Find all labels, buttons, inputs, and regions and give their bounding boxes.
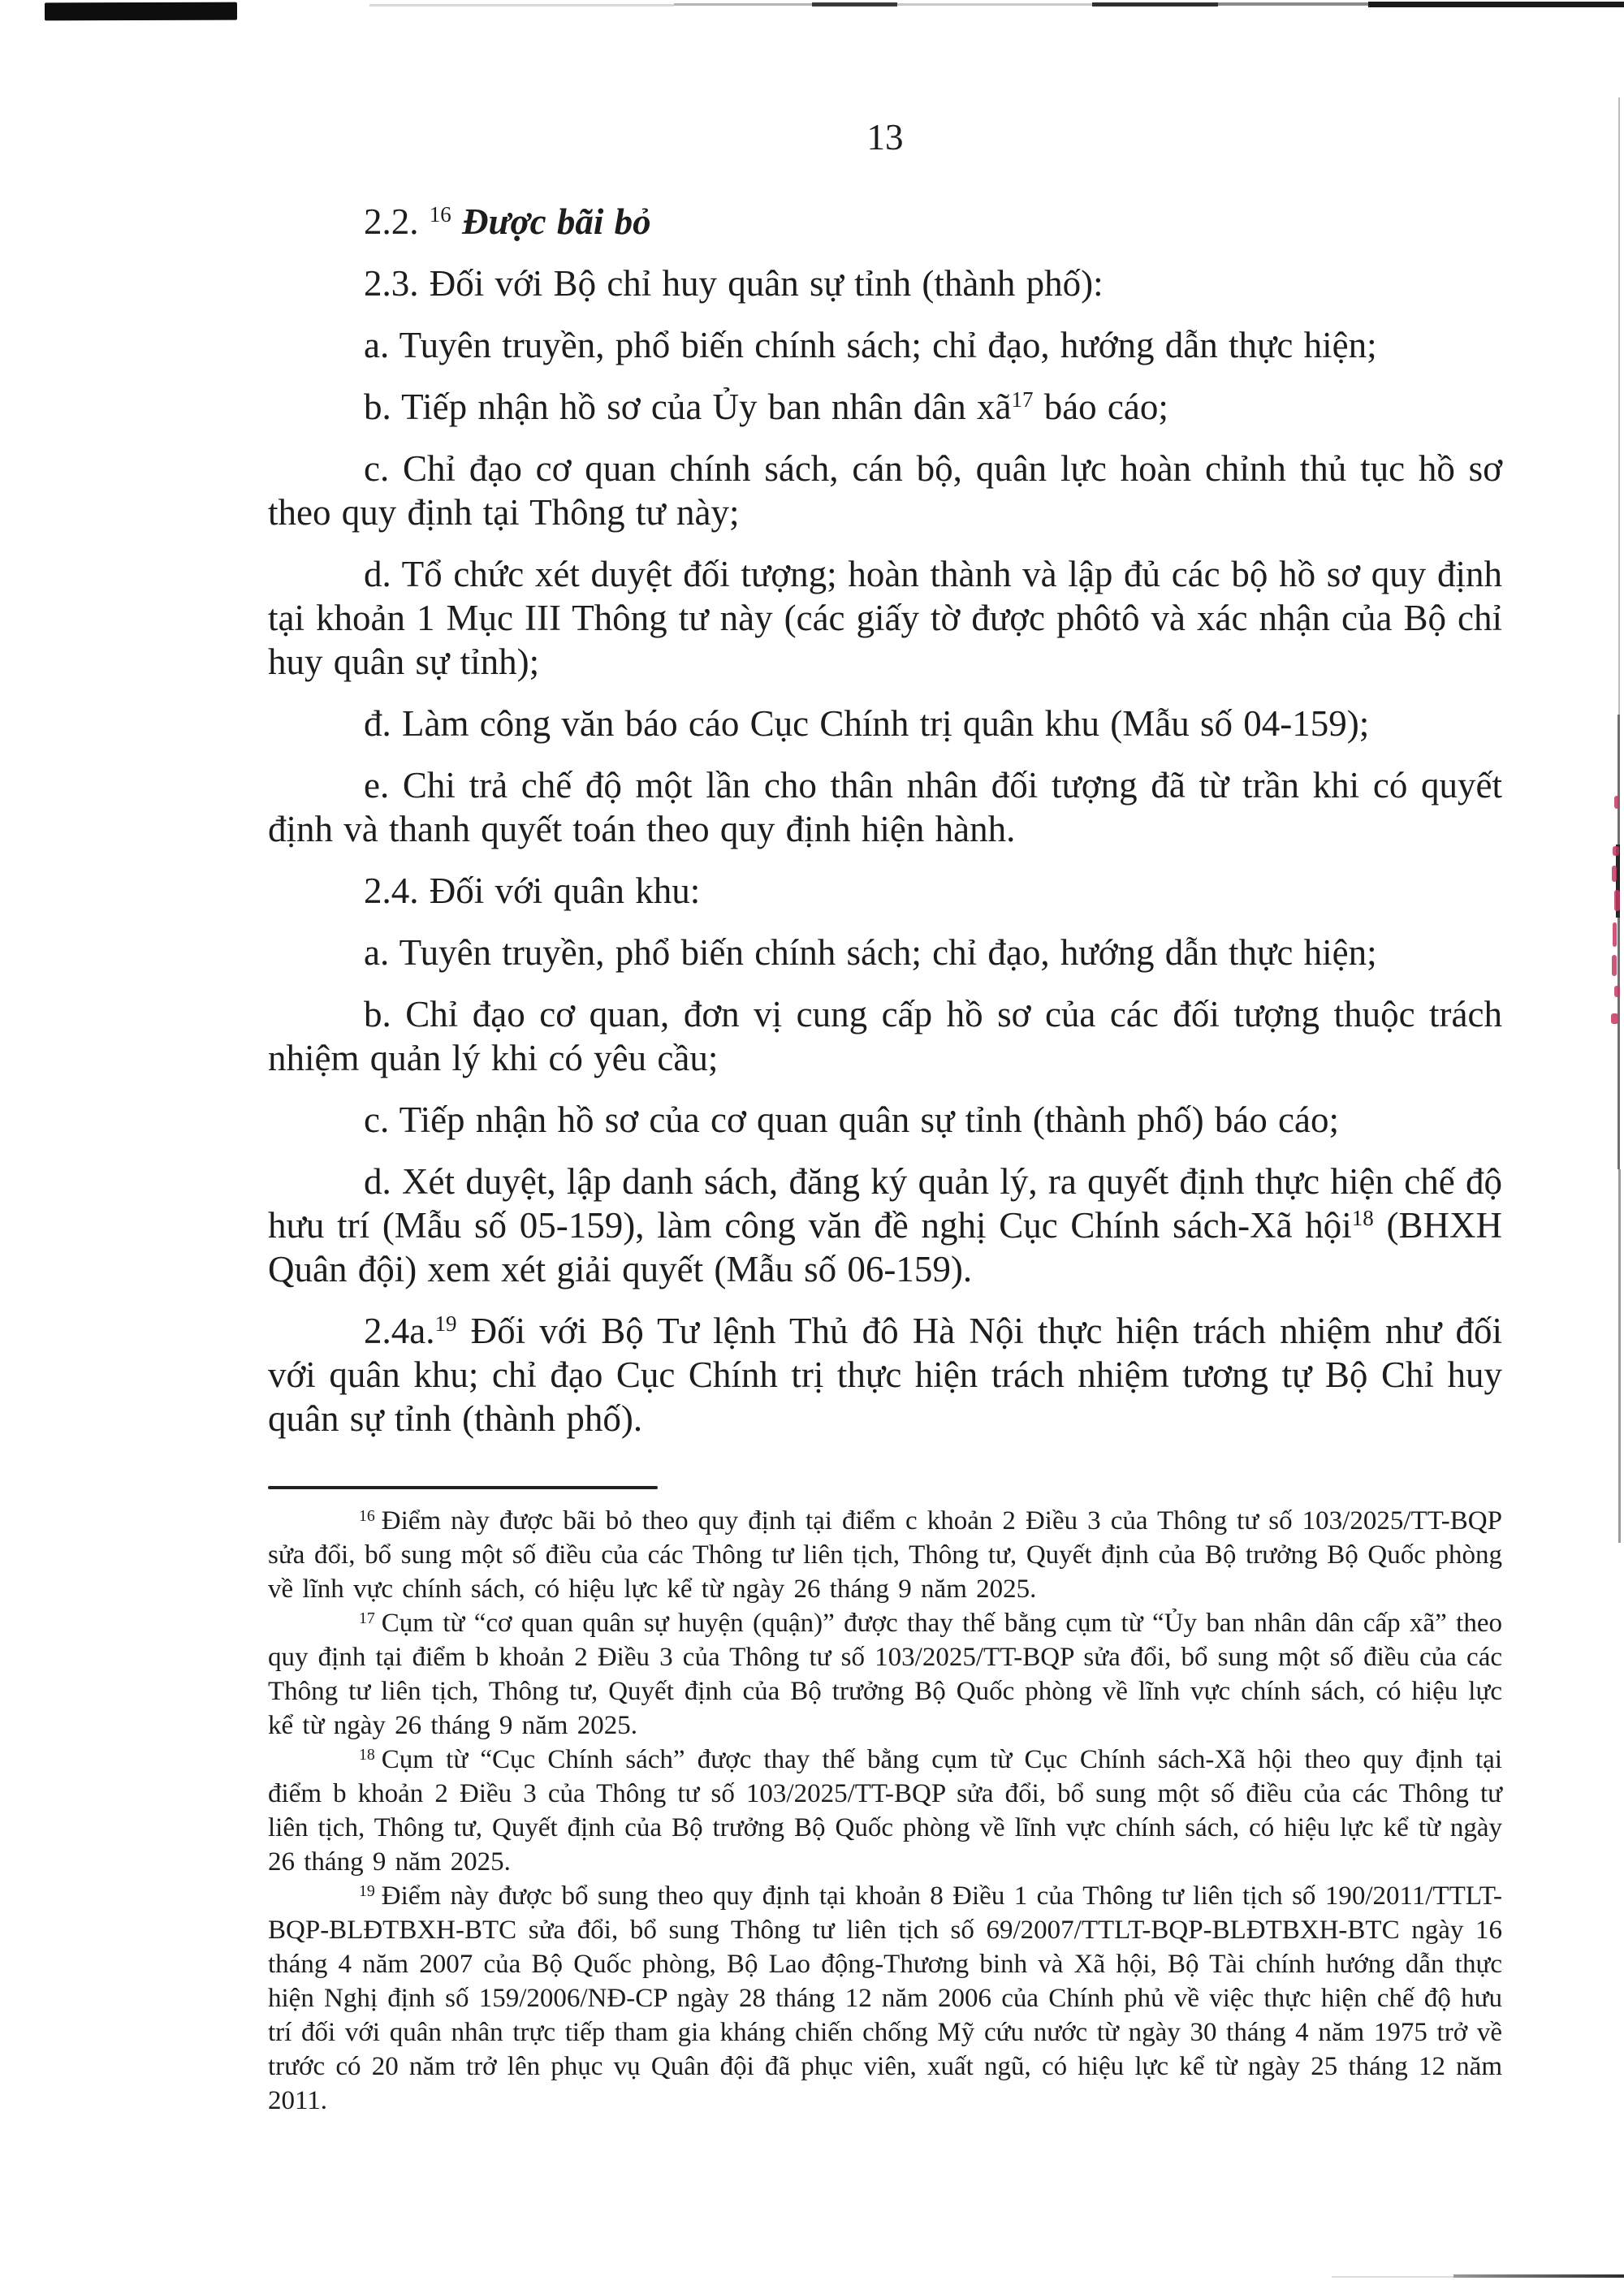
scan-artifact-top-edge-line xyxy=(1368,2,1624,7)
scan-artifact-top-edge-line xyxy=(674,3,812,6)
body-paragraph: đ. Làm công văn báo cáo Cục Chính trị quân khu (Mẫu số 04-159); xyxy=(364,703,1370,744)
scan-artifact-bottom-edge-line xyxy=(1332,2276,1453,2278)
footnote-text: Điểm này được bãi bỏ theo quy định tại điểm c khoản 2 Điều 3 của Thông tư số 103/2025/TT-BQP sửa đổi, bổ sung một số điều của các Thông tư liên tịch, Thông tư, Quyết định của Bộ trưởng Bộ Quốc phòng về lĩnh vực chính sách, có hiệu lực kể từ ngày 26 tháng 9 năm 2025. xyxy=(268,1506,1502,1604)
scan-artifact-top-edge-line xyxy=(897,3,1092,6)
body-paragraph: 2.4. Đối với quân khu: xyxy=(364,870,701,911)
red-ink-mark xyxy=(1614,986,1620,997)
footnote-reference: 18 xyxy=(1351,1206,1374,1231)
body-paragraph: a. Tuyên truyền, phổ biến chính sách; chỉ đạo, hướng dẫn thực hiện; xyxy=(364,932,1377,973)
red-ink-mark xyxy=(1612,955,1617,976)
footnote-number: 18 xyxy=(359,1746,375,1765)
body-paragraph: b. Chỉ đạo cơ quan, đơn vị cung cấp hồ sơ của các đối tượng thuộc trách nhiệm quản lý khi có yêu cầu; xyxy=(268,994,1502,1078)
scan-artifact-top-edge-line xyxy=(1092,2,1218,6)
scan-artifact-right-edge-line xyxy=(1618,1169,1621,1543)
red-ink-mark xyxy=(1614,796,1619,809)
footnote-text: Cụm từ “cơ quan quân sự huyện (quận)” được thay thế bằng cụm từ “Ủy ban nhân dân cấp xã” theo quy định tại điểm b khoản 2 Điều 3 của Thông tư số 103/2025/TT-BQP sửa đổi, bổ sung một số điều của các Thông tư liên tịch, Thông tư, Quyết định của Bộ trưởng Bộ Quốc phòng về lĩnh vực chính sách, có hiệu lực kể từ ngày 26 tháng 9 năm 2025. xyxy=(268,1609,1502,1740)
body-paragraph: 2.4a.$^{19}$ Đối với Bộ Tư lệnh Thủ đô Hà Nội thực hiện trách nhiệm như đối với quân khu; chỉ đạo Cục Chính trị thực hiện trách nhiệm tương tự Bộ Chỉ huy quân sự tỉnh (thành phố). xyxy=(268,1311,1502,1439)
scan-artifact-top-left-bar xyxy=(45,2,237,21)
body-paragraph: 2.2. $^{16}$ Được bãi bỏ xyxy=(364,201,651,242)
red-ink-mark xyxy=(1613,922,1617,947)
red-ink-mark xyxy=(1611,1013,1618,1024)
scan-artifact-right-edge-line xyxy=(1618,715,1620,1169)
footnote-number: 19 xyxy=(359,1882,375,1901)
scan-artifact-top-edge-line xyxy=(369,4,674,6)
body-paragraph: 2.3. Đối với Bộ chỉ huy quân sự tỉnh (thành phố): xyxy=(364,263,1104,304)
body-paragraph: e. Chi trả chế độ một lần cho thân nhân đối tượng đã từ trần khi có quyết định và thanh quyết toán theo quy định hiện hành. xyxy=(268,765,1502,849)
body-paragraph: c. Chỉ đạo cơ quan chính sách, cán bộ, quân lực hoàn chỉnh thủ tục hồ sơ theo quy định tại Thông tư này; xyxy=(268,448,1502,533)
red-ink-mark xyxy=(1613,846,1619,856)
footnote xyxy=(268,1606,1502,1743)
scan-artifact-top-edge-line xyxy=(812,2,897,6)
footnote-reference: 16 xyxy=(429,202,451,227)
document-body xyxy=(268,200,1502,1441)
body-paragraph: d. Tổ chức xét duyệt đối tượng; hoàn thành và lập đủ các bộ hồ sơ quy định tại khoản 1 Mục III Thông tư này (các giấy tờ được phôtô và xác nhận của Bộ chỉ huy quân sự tỉnh); xyxy=(268,554,1502,682)
footnote-separator xyxy=(268,1486,658,1489)
footnote xyxy=(268,1879,1502,2118)
footnote xyxy=(268,1743,1502,1879)
body-paragraph: a. Tuyên truyền, phổ biến chính sách; chỉ đạo, hướng dẫn thực hiện; xyxy=(364,325,1377,365)
body-paragraph: d. Xét duyệt, lập danh sách, đăng ký quản lý, ra quyết định thực hiện chế độ hưu trí (Mẫu số 05-159), làm công văn đề nghị Cục Chính sách-Xã hội$^{18}$ (BHXH Quân đội) xem xét giải quyết (Mẫu số 06-159). xyxy=(268,1161,1502,1289)
footnote-reference: 17 xyxy=(1011,387,1034,413)
footnote xyxy=(268,1504,1502,1606)
body-paragraph: c. Tiếp nhận hồ sơ của cơ quan quân sự tỉnh (thành phố) báo cáo; xyxy=(364,1099,1340,1140)
scan-artifact-right-edge-line xyxy=(1616,844,1620,918)
body-paragraph: b. Tiếp nhận hồ sơ của Ủy ban nhân dân $xã^{17}$ báo cáo; xyxy=(364,387,1168,427)
red-ink-mark xyxy=(1612,866,1617,882)
red-ink-mark xyxy=(1614,890,1620,911)
page-number: 13 xyxy=(866,117,904,158)
footnote-reference: 19 xyxy=(434,1311,457,1337)
footnote-text: Cụm từ “Cục Chính sách” được thay thế bằng cụm từ Cục Chính sách-Xã hội theo quy định tại điểm b khoản 2 Điều 3 của Thông tư số 103/2025/TT-BQP sửa đổi, bổ sung một số điều của các Thông tư liên tịch, Thông tư, Quyết định của Bộ trưởng Bộ Quốc phòng về lĩnh vực chính sách, có hiệu lực kể từ ngày 26 tháng 9 năm 2025. xyxy=(268,1745,1502,1877)
scan-artifact-right-edge-line xyxy=(1618,97,1620,715)
footnote-text: Điểm này được bổ sung theo quy định tại khoản 8 Điều 1 của Thông tư liên tịch số 190/2011/TTLT-BQP-BLĐTBXH-BTC sửa đổi, bổ sung Thông tư liên tịch số 69/2007/TTLT-BQP-BLĐTBXH-BTC ngày 16 tháng 4 năm 2007 của Bộ Quốc phòng, Bộ Lao động-Thương binh và Xã hội, Bộ Tài chính hướng dẫn thực hiện Nghị định số 159/2006/NĐ-CP ngày 28 tháng 12 năm 2006 của Chính phủ về việc thực hiện chế độ hưu trí đối với quân nhân trực tiếp tham gia kháng chiến chống Mỹ cứu nước từ ngày 30 tháng 4 năm 1975 trở về trước có 20 năm trở lên phục vụ Quân đội đã phục viên, xuất ngũ, có hiệu lực kể từ ngày 25 tháng 12 năm 2011. xyxy=(268,1881,1502,2115)
footnotes-section xyxy=(268,1504,1502,2118)
footnote-number: 17 xyxy=(359,1609,375,1628)
footnote-number: 16 xyxy=(359,1507,375,1526)
scan-artifact-bottom-edge-line xyxy=(1453,2274,1624,2278)
scan-artifact-top-edge-line xyxy=(1218,2,1368,6)
